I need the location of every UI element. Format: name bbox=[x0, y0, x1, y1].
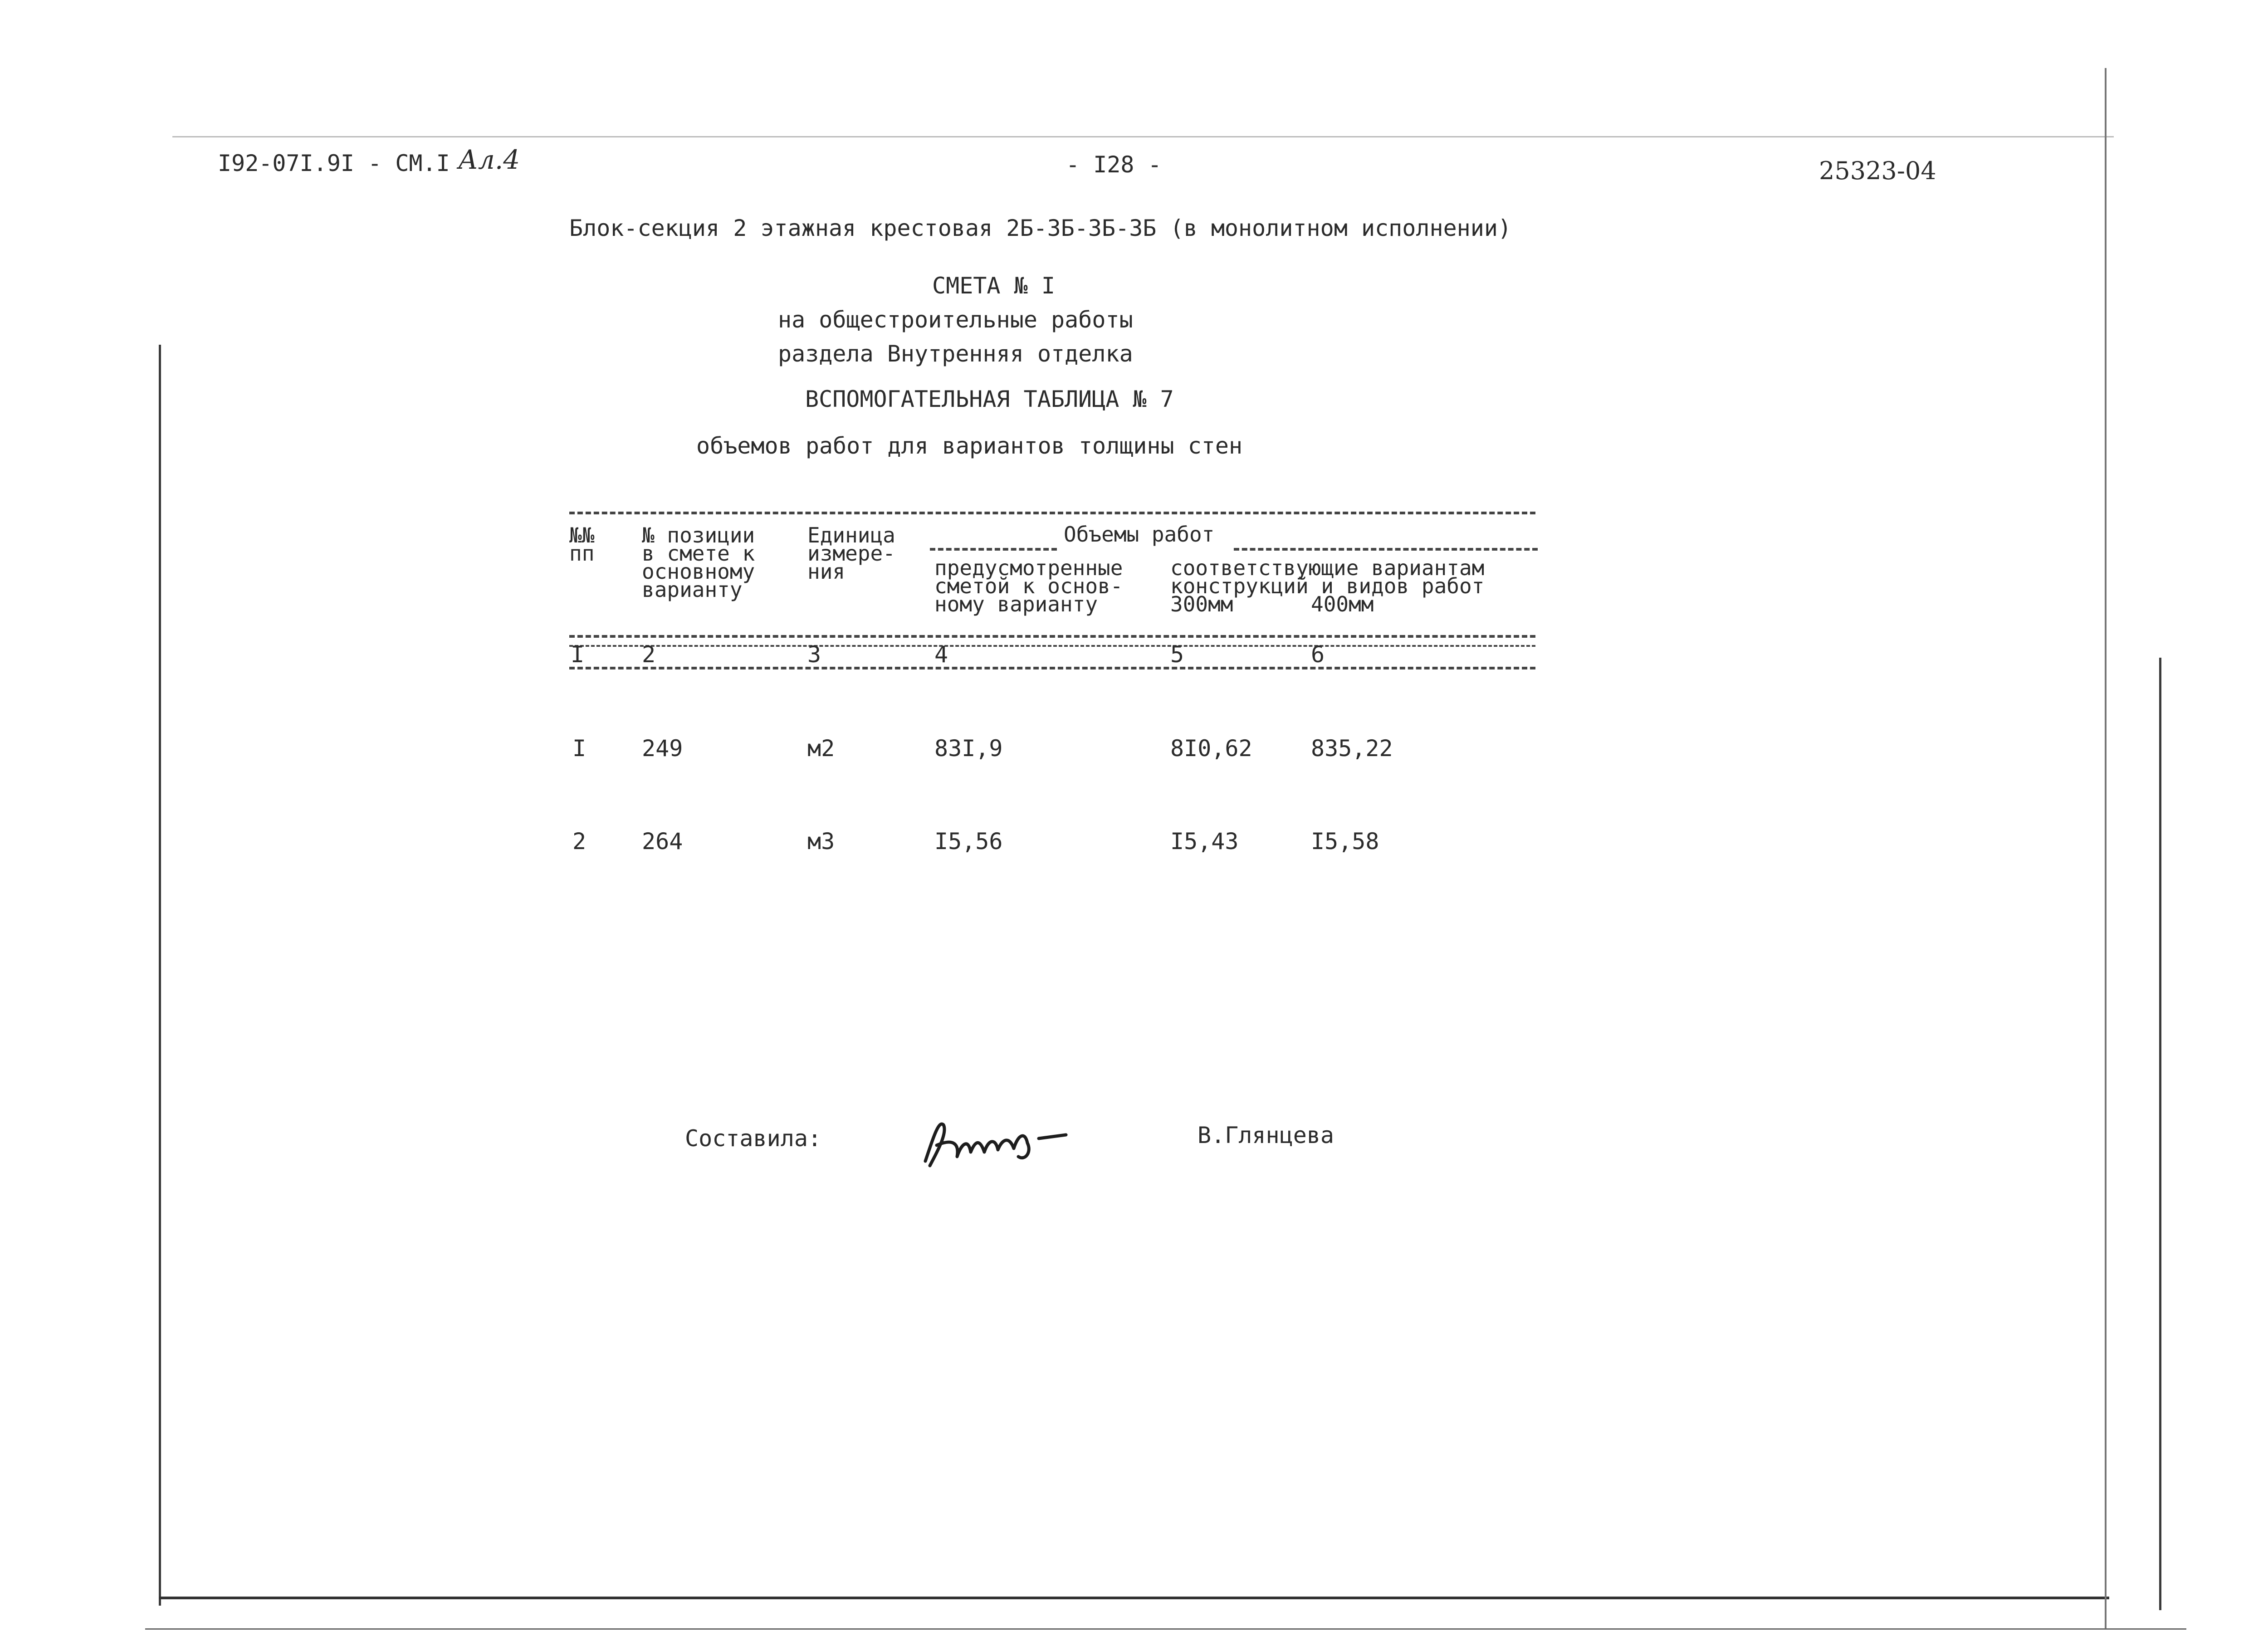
row-number: 2 bbox=[572, 828, 587, 855]
frame-right-edge bbox=[2105, 68, 2107, 1628]
position-number: 249 bbox=[642, 735, 683, 762]
header-col6: 400мм bbox=[1311, 592, 1374, 616]
base-volume: I5,56 bbox=[934, 828, 1003, 855]
frame-bottom-outer-line bbox=[145, 1628, 2186, 1630]
archive-number: 25323-04 bbox=[1819, 156, 1936, 185]
volume-400mm: I5,58 bbox=[1311, 828, 1379, 855]
compiled-by-label: Составила: bbox=[685, 1125, 822, 1152]
column-number-6: 6 bbox=[1311, 641, 1325, 668]
unit: м2 bbox=[807, 735, 835, 762]
volume-400mm: 835,22 bbox=[1311, 735, 1393, 762]
table-name: ВСПОМОГАТЕЛЬНАЯ ТАБЛИЦА № 7 bbox=[805, 386, 1174, 412]
table-top-rule bbox=[569, 512, 1535, 514]
page-number: - I28 - bbox=[1066, 151, 1162, 178]
table-subject: объемов работ для вариантов толщины стен bbox=[696, 433, 1243, 459]
handwritten-signature bbox=[916, 1107, 1098, 1175]
header-col2: № позиции в смете к основному варианту bbox=[642, 523, 755, 602]
volume-300mm: I5,43 bbox=[1170, 828, 1239, 855]
column-number-2: 2 bbox=[642, 641, 656, 668]
frame-bottom-line bbox=[159, 1597, 2109, 1599]
header-col56: соответствующие вариантам конструкций и видов работ bbox=[1170, 556, 1485, 598]
document-code: I92-07I.9I - СМ.I bbox=[218, 150, 450, 176]
frame-right-line bbox=[2159, 658, 2161, 1610]
column-number-3: 3 bbox=[807, 641, 821, 668]
header-bottom-rule bbox=[569, 635, 1535, 638]
header-col4: предусмотренные сметой к основ- ному варианту bbox=[934, 556, 1123, 616]
column-number-1: I bbox=[571, 641, 585, 668]
unit: м3 bbox=[807, 828, 835, 855]
position-number: 264 bbox=[642, 828, 683, 855]
numbers-bottom-rule bbox=[569, 667, 1535, 669]
row-number: I bbox=[572, 735, 587, 762]
works-title: на общестроительные работы bbox=[778, 307, 1133, 333]
header-group: Объемы работ bbox=[1064, 522, 1215, 547]
column-number-4: 4 bbox=[934, 641, 948, 668]
column-number-5: 5 bbox=[1170, 641, 1184, 668]
header-col1: №№ пп bbox=[569, 523, 595, 566]
group-rule-left bbox=[930, 548, 1057, 551]
header-col5: 300мм bbox=[1170, 592, 1233, 616]
object-title: Блок-секция 2 этажная крестовая 2Б-3Б-3Б-3Б (в монолитном исполнении) bbox=[569, 215, 1512, 241]
frame-left-line bbox=[159, 345, 161, 1606]
base-volume: 83I,9 bbox=[934, 735, 1003, 762]
album-number: Ал.4 bbox=[458, 144, 520, 175]
compiler-name: В.Глянцева bbox=[1198, 1122, 1334, 1148]
frame-top-line bbox=[172, 136, 2114, 137]
section-title: раздела Внутренняя отделка bbox=[778, 341, 1133, 367]
estimate-title: СМЕТА № I bbox=[932, 273, 1055, 299]
header-bottom-rule-2 bbox=[569, 645, 1535, 647]
header-col3: Единица измере- ния bbox=[807, 523, 895, 584]
group-rule-right bbox=[1234, 548, 1538, 551]
volume-300mm: 8I0,62 bbox=[1170, 735, 1252, 762]
